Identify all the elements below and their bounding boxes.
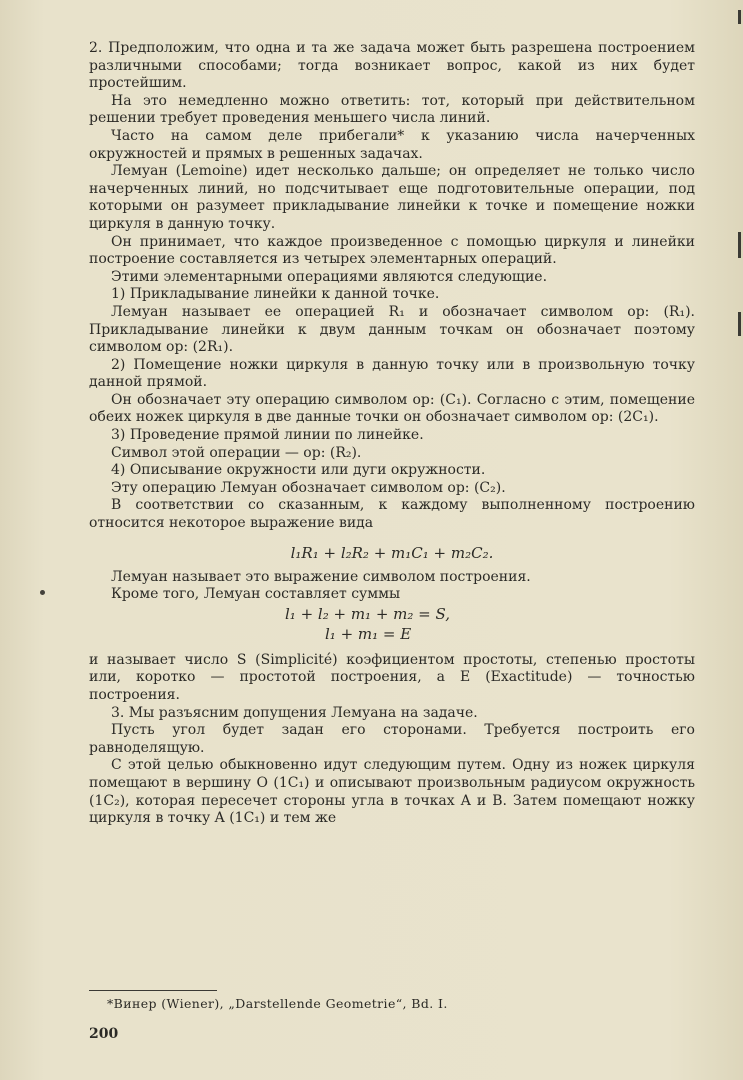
paragraph: Лемуан (Lemoine) идет несколько дальше; он определяет не только число начерченных линий, но подсчитывает еще подготовительные операции, под которыми он разумеет прикладывание линейки к точке и помещение ножки циркуля в данную точку.: [89, 163, 695, 232]
paragraph: Этими элементарными операциями являются следующие.: [111, 268, 548, 285]
paragraph: Кроме того, Лемуан составляет суммы: [111, 586, 401, 603]
paragraph: Символ этой операции — ор: (R₂).: [111, 444, 362, 461]
paragraph: На это немедленно можно ответить: тот, который при действительном решении требует проведения меньшего числа линий.: [89, 92, 695, 127]
paragraph: Он принимает, что каждое произведенное с помощью циркуля и линейки построение составляется из четырех элементарных операций.: [89, 233, 695, 268]
footnote-rule: [89, 990, 217, 991]
paragraph: и называет число S (Simplicité) коэфициентом простоты, степенью простоты или, коротко — простотой построения, а E (Exactitude) — точностью построения.: [89, 651, 695, 703]
page-edge-mark: [738, 312, 741, 336]
paragraph: Лемуан называет ее операцией R₁ и обозначает символом ор: (R₁). Прикладывание линейки к двум данным точкам он обозначает поэтому символом ор: (2R₁).: [89, 303, 695, 356]
formula: l₁R₁ + l₂R₂ + m₁C₁ + m₂C₂.: [290, 543, 494, 562]
margin-dot: [40, 590, 45, 595]
paragraph: 4) Описывание окружности или дуги окружности.: [111, 462, 486, 479]
formula: l₁ + l₂ + m₁ + m₂ = S,: [285, 604, 451, 623]
paragraph: Пусть угол будет задан его сторонами. Требуется построить его равноделящую.: [89, 722, 695, 756]
page-edge-mark: [738, 232, 741, 258]
paragraph: 3. Мы разъясним допущения Лемуана на задаче.: [111, 704, 478, 721]
body-text: [89, 40, 695, 828]
paragraph: Эту операцию Лемуан обозначает символом ор: (C₂).: [111, 479, 506, 496]
paragraph: Часто на самом деле прибегали* к указанию числа начерченных окружностей и прямых в решенных задачах.: [89, 127, 695, 162]
page-edge-mark: [738, 10, 741, 24]
paragraph: 3) Проведение прямой линии по линейке.: [111, 427, 424, 444]
paragraph: С этой целью обыкновенно идут следующим путем. Одну из ножек циркуля помещают в вершину O (1C₁) и описывают произвольным радиусом окружность (1C₂), которая пересечет стороны угла в точках A и B. Затем помещают ножку циркуля в точку A (1C₁) и тем же: [89, 757, 695, 827]
footnote: *Винер (Wiener), „Darstellende Geometrie“, Bd. I.: [107, 996, 448, 1011]
paragraph: 2) Помещение ножки циркуля в данную точку или в произвольную точку данной прямой.: [89, 356, 695, 391]
paragraph: 1) Прикладывание линейки к данной точке.: [111, 286, 440, 303]
paragraph: Он обозначает эту операцию символом ор: (C₁). Согласно с этим, помещение обеих ножек циркуля в две данные точки он обозначает символом ор: (2C₁).: [89, 391, 695, 426]
paragraph: В соответствии со сказанным, к каждому выполненному построению относится некоторое выражение вида: [89, 497, 695, 532]
paragraph: 2. Предположим, что одна и та же задача может быть разрешена построением различными способами; тогда возникает вопрос, какой из них будет простейшим.: [89, 40, 695, 92]
formula: l₁ + m₁ = E: [325, 624, 412, 643]
paragraph: Лемуан называет это выражение символом построения.: [111, 568, 531, 585]
page-number: 200: [89, 1026, 119, 1042]
